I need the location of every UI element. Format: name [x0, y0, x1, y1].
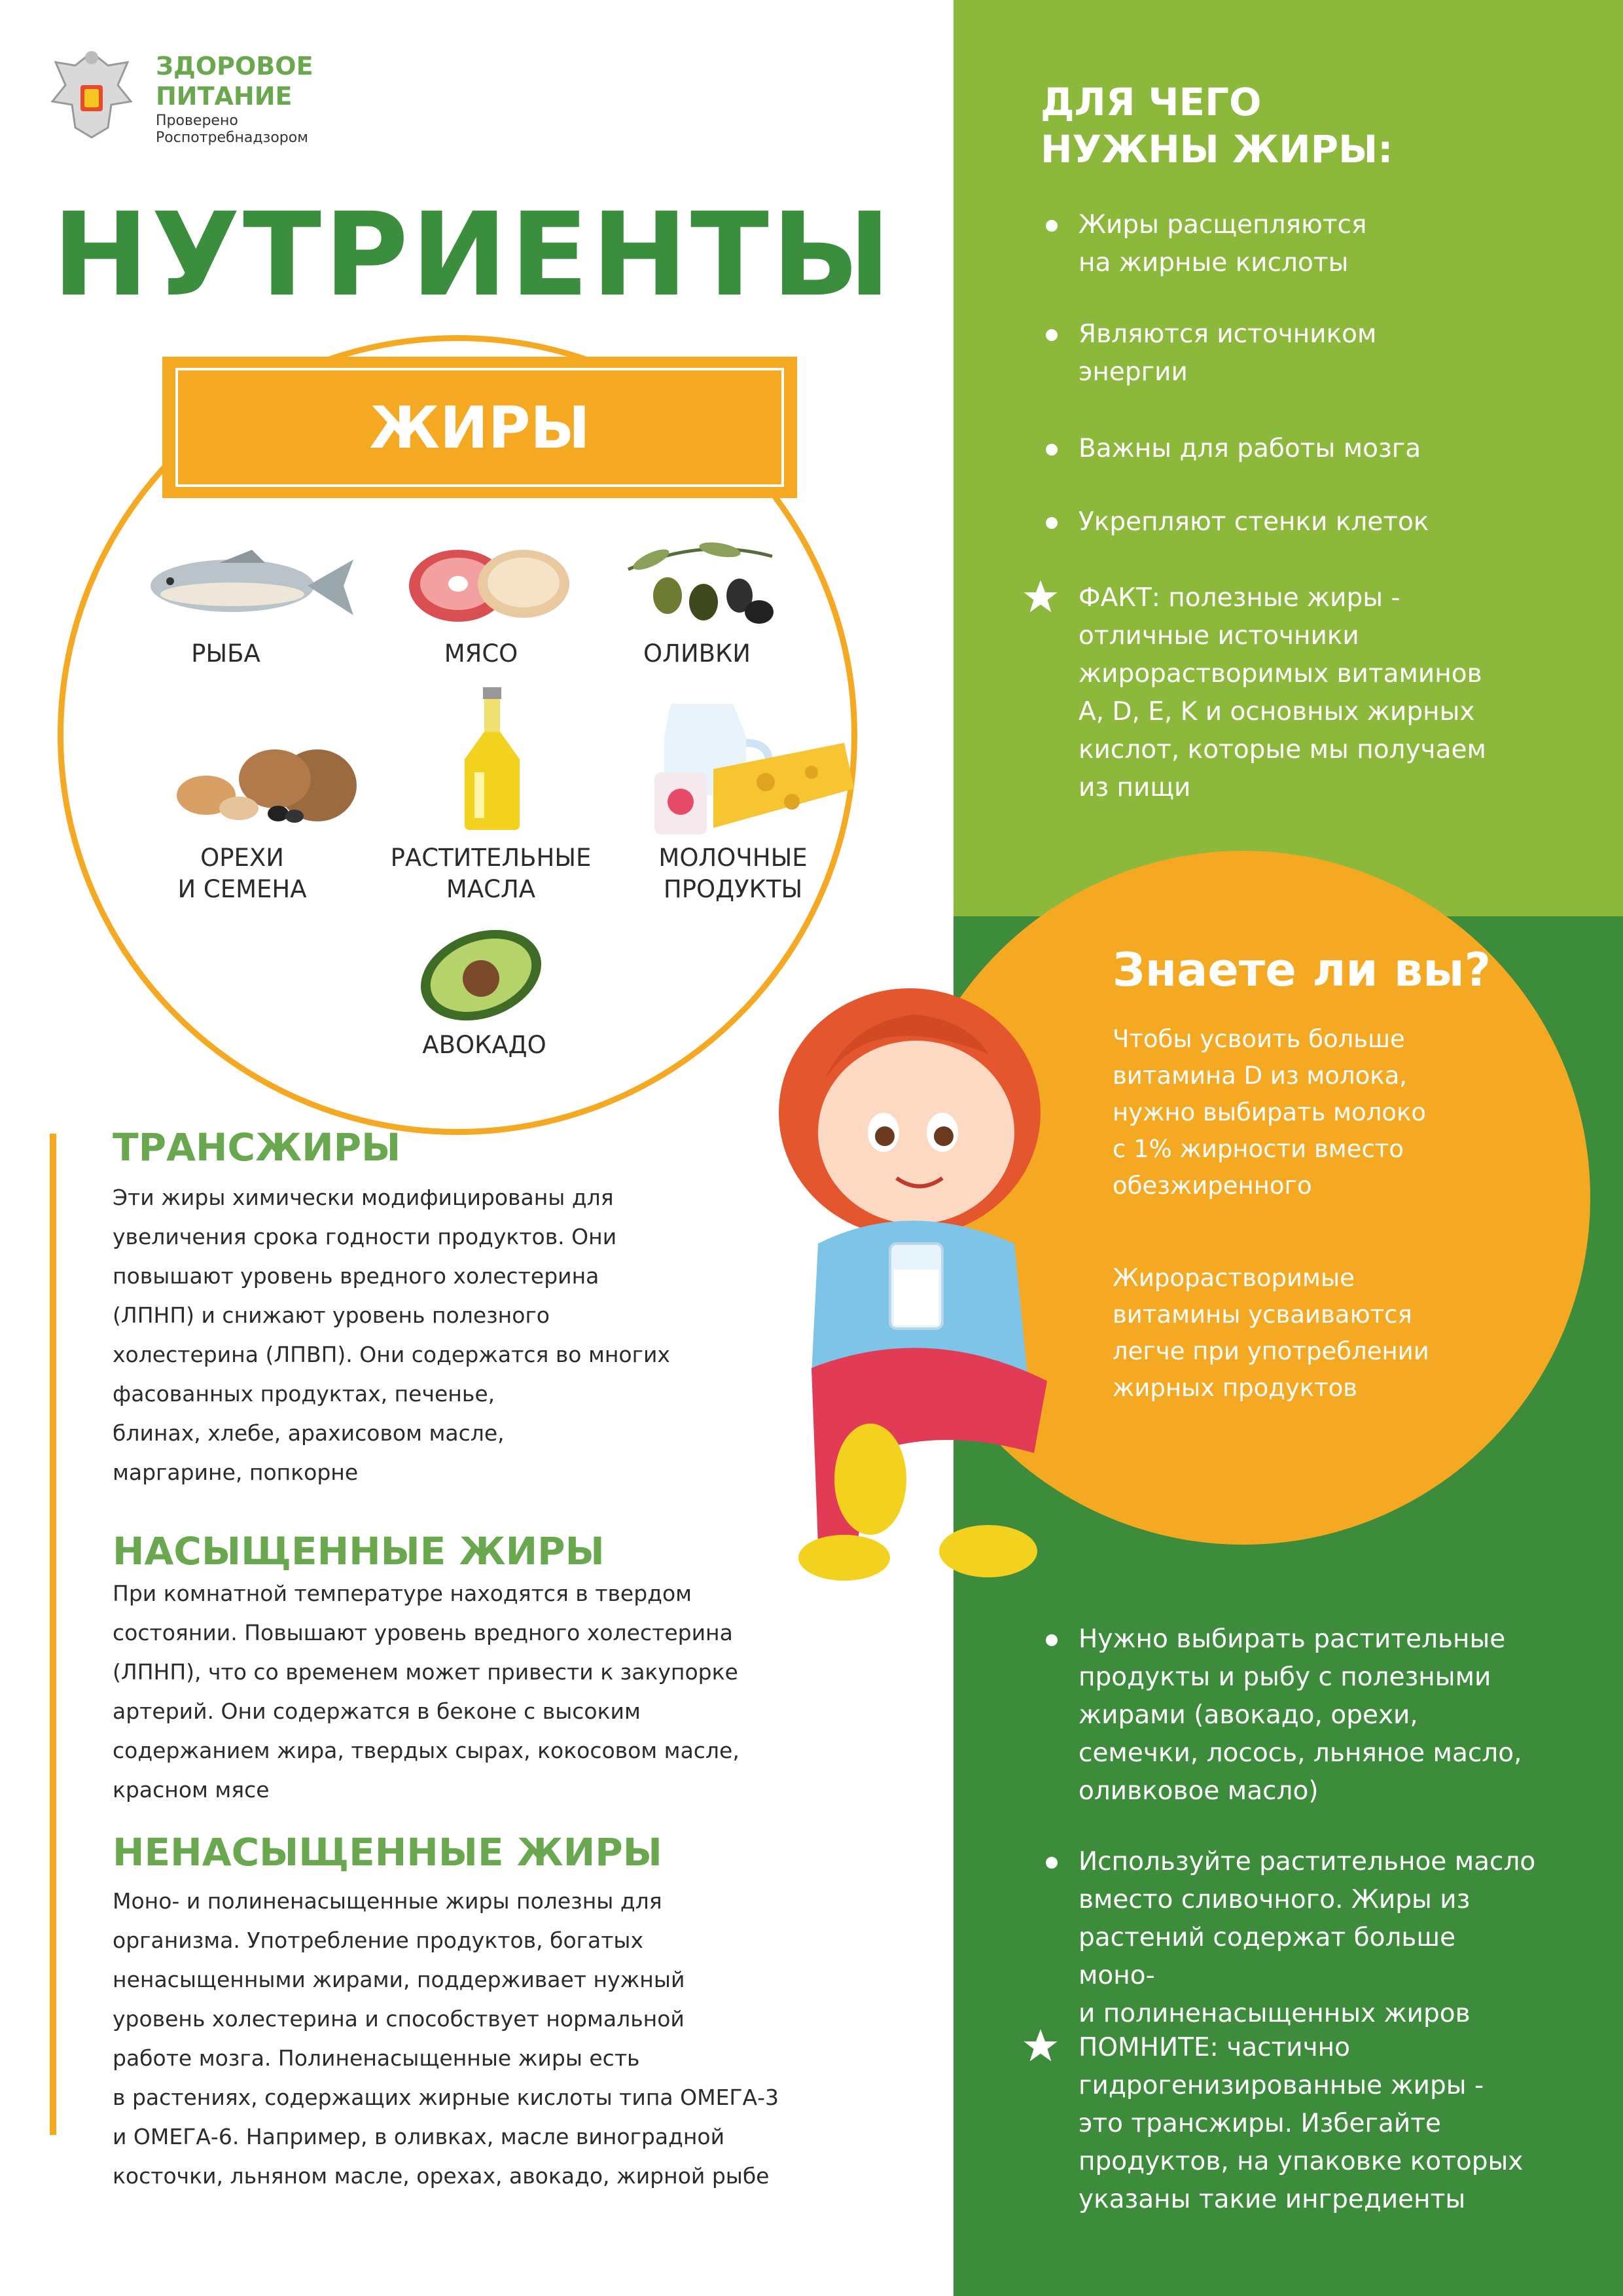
bullet-dot-icon: [1046, 1857, 1058, 1869]
bullet-dot-icon: [1046, 444, 1058, 456]
logo-title: ЗДОРОВОЕ ПИТАНИЕ: [156, 52, 313, 111]
bottom-bullet-2: Используйте растительное масло вместо сливочного. Жиры из растений содержат больше моно- и полиненасыщенных жиров: [1079, 1847, 1536, 2028]
section-text-trans: Эти жиры химически модифицированы для увеличения срока годности продуктов. Они повышают уровень вредного холестерина (ЛПНП) и снижают уровень полезного холестерина (ЛПВП). Они содержатся во многих фасованных продуктах, печенье, блинах, хлебе, арахисовом масле, маргарине, попкорне: [113, 1185, 670, 1485]
did-you-know-title: Знаете ли вы?: [1113, 943, 1491, 997]
section-title-saturated: НАСЫЩЕННЫЕ ЖИРЫ: [113, 1529, 605, 1573]
right-title: ДЛЯ ЧЕГО НУЖНЫ ЖИРЫ:: [1041, 80, 1393, 171]
bullet-dot-icon: [1046, 517, 1058, 529]
section-accent-bar: [50, 1134, 56, 2135]
meat-icon: [402, 537, 573, 625]
why-bullet-2: Являются источником энергии: [1079, 319, 1377, 387]
did-you-know-text-1: Чтобы усвоить больше витамина D из молока, нужно выбирать молоко с 1% жирности вместо обезжиренного: [1113, 1025, 1426, 1200]
olives-icon: [622, 530, 779, 628]
fish-icon: [141, 543, 357, 628]
food-label-nuts: ОРЕХИ И СЕМЕНА: [177, 844, 307, 903]
why-bullet-3: Важны для работы мозга: [1079, 434, 1421, 463]
food-label-avocado: АВОКАДО: [422, 1031, 546, 1059]
bullet-dot-icon: [1046, 1634, 1058, 1646]
section-text-unsaturated: Моно- и полиненасыщенные жиры полезны для организма. Употребление продуктов, богатых ненасыщенными жирами, поддерживает нужный уровень холестерина и способствует нормальной работе мозга. Полиненасыщенные жиры есть в растениях, содержащих жирные кислоты типа ОМЕГА-3 и ОМЕГА-6. Например, в оливках, масле виноградной косточки, льняном масле, орехах, авокадо, жирной рыбе: [113, 1888, 779, 2189]
remember-text: ПОМНИТЕ: частично гидрогенизированные жиры - это трансжиры. Избегайте продуктов, на упаковке которых указаны такие ингредиенты: [1079, 2033, 1524, 2214]
nuts-icon: [160, 736, 363, 828]
section-title-unsaturated: НЕНАСЫЩЕННЫЕ ЖИРЫ: [113, 1830, 662, 1874]
fact-text: ФАКТ: полезные жиры - отличные источники жирорастворимых витаминов A, D, E, K и основных жирных кислот, которые мы получаем из пищи: [1079, 583, 1486, 802]
dairy-icon: [648, 697, 857, 838]
bullet-dot-icon: [1046, 329, 1058, 341]
food-label-meat: МЯСО: [444, 639, 518, 668]
food-label-dairy: МОЛОЧНЫЕ ПРОДУКТЫ: [658, 844, 808, 903]
star-icon: [1022, 2028, 1059, 2064]
avocado-icon: [416, 926, 546, 1024]
bottom-bullet-1: Нужно выбирать растительные продукты и рыбу с полезными жирами (авокадо, орехи, семечки, лосось, льняное масло, оливковое масло): [1079, 1624, 1522, 1806]
oil-bottle-icon: [458, 687, 527, 831]
star-icon: [1022, 579, 1059, 615]
eagle-emblem-icon: [36, 39, 147, 151]
did-you-know-text-2: Жирорастворимые витамины усваиваются легче при употреблении жирных продуктов: [1113, 1264, 1429, 1402]
food-label-oils: РАСТИТЕЛЬНЫЕ МАСЛА: [390, 844, 592, 903]
logo-subtitle: Проверено Роспотребнадзором: [156, 113, 308, 146]
section-text-saturated: При комнатной температуре находятся в твердом состоянии. Повышают уровень вредного холестерина (ЛПНП), что со временем может привести к закупорке артерий. Они содержатся в беконе с высоким содержанием жира, твердых сырах, кокосовом масле, красном мясе: [113, 1581, 740, 1803]
food-label-olives: ОЛИВКИ: [643, 639, 751, 668]
section-title-trans: ТРАНСЖИРЫ: [113, 1125, 401, 1170]
fats-banner-label: ЖИРЫ: [175, 368, 784, 487]
page-title: НУТРИЕНТЫ: [52, 188, 894, 322]
why-bullet-1: Жиры расщепляются на жирные кислоты: [1079, 210, 1367, 278]
girl-with-milk-illustration: [772, 982, 1086, 1584]
why-bullet-4: Укрепляют стенки клеток: [1079, 507, 1429, 537]
food-label-fish: РЫБА: [191, 639, 260, 668]
bullet-dot-icon: [1046, 220, 1058, 232]
